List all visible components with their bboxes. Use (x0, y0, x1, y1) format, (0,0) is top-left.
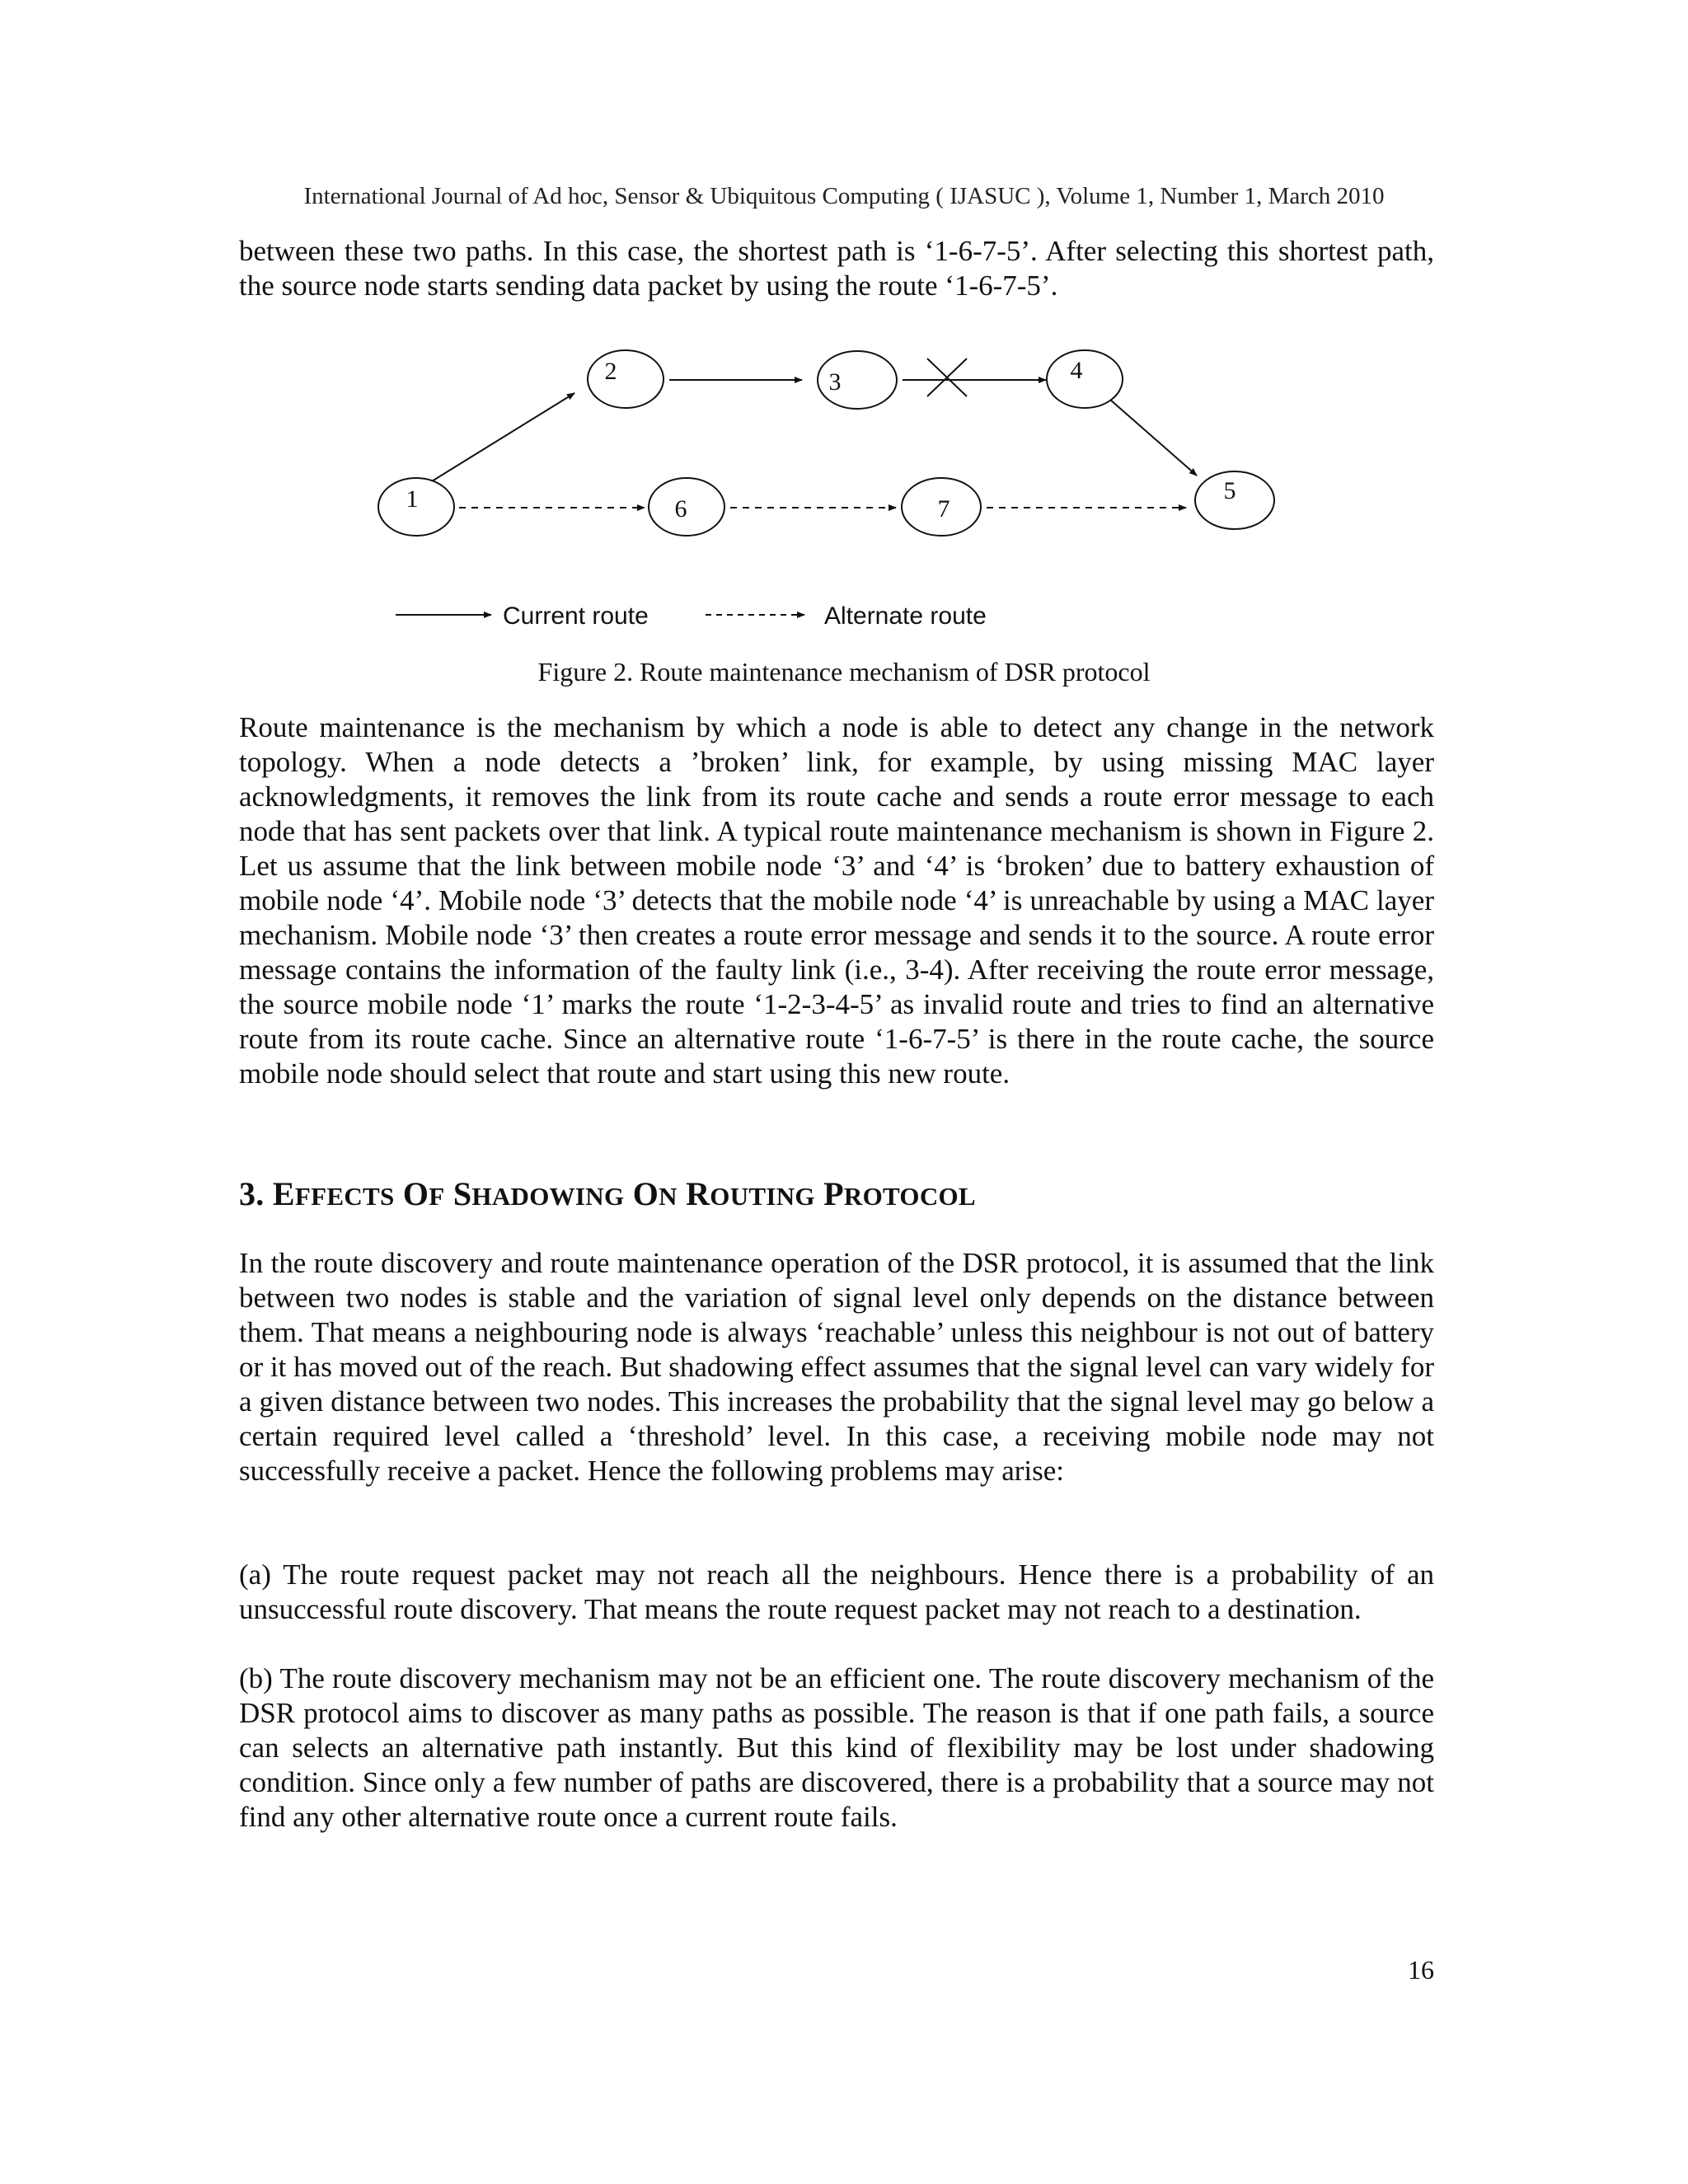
section-title-word: ON (632, 1175, 678, 1212)
node-2 (588, 350, 663, 408)
running-header: International Journal of Ad hoc, Sensor & Ubiquitous Computing ( IJASUC ), Volume 1, Number 1, March 2010 (303, 183, 1385, 209)
section-number: 3. (239, 1175, 265, 1212)
node-1 (378, 478, 454, 536)
route-diagram (363, 342, 1319, 647)
node-5 (1195, 471, 1274, 529)
section-title-word: OF (402, 1175, 445, 1212)
legend-alternate-route (706, 602, 987, 630)
section-title-word: ROUTING (686, 1175, 815, 1212)
svg-text:2: 2 (604, 358, 617, 385)
edge-4-5 (1110, 400, 1197, 476)
svg-text:4: 4 (1070, 357, 1083, 384)
section-heading (239, 1174, 976, 1213)
figure-caption: Figure 2. Route maintenance mechanism of DSR protocol (537, 657, 1151, 687)
svg-text:Alternate route: Alternate route (824, 602, 987, 630)
page-number: 16 (1408, 1955, 1434, 1985)
section-title-word: PROTOCOL (823, 1175, 976, 1212)
node-4 (1047, 350, 1123, 408)
node-3 (818, 351, 897, 409)
node-7 (902, 478, 981, 536)
paragraph-problem-b: (b) The route discovery mechanism may not be an efficient one. The route discovery mechanism of the DSR protocol aims to discover as many paths as possible. The reason is that if one path fails, a source can selects an alternative path instantly. But this kind of flexibility may be lost under shadowing condition. Since only a few number of paths are discovered, there is a probability that a source may not find any other alternative route once a current route fails. (239, 1662, 1434, 1833)
svg-text:5: 5 (1223, 477, 1236, 504)
paragraph-shadowing: In the route discovery and route maintenance operation of the DSR protocol, it is assumed that the link between two nodes is stable and the variation of signal level only depends on the distance between them. That means a neighbouring node is always ‘reachable’ unless this neighbour is not out of battery or it has moved out of the reach. But shadowing effect assumes that the signal level can vary widely for a given distance between two nodes. This increases the probability that the signal level may go below a certain required level called a ‘threshold’ level. In this case, a receiving mobile node may not successfully receive a packet. Hence the following problems may arise: (239, 1247, 1434, 1487)
section-title-word: EFFECTS (272, 1175, 395, 1212)
paragraph-intro: between these two paths. In this case, the shortest path is ‘1-6-7-5’. After selecting this shortest path, the source node starts sending data packet by using the route ‘1-6-7-5’. (239, 235, 1434, 302)
edge-1-2 (410, 393, 574, 494)
broken-link-cross-icon (927, 359, 967, 396)
svg-text:1: 1 (406, 485, 419, 513)
svg-text:Current route: Current route (503, 602, 649, 630)
svg-text:6: 6 (674, 495, 687, 523)
svg-text:7: 7 (937, 495, 950, 523)
svg-text:3: 3 (828, 368, 842, 396)
legend-current-route (396, 602, 649, 630)
paragraph-problem-a: (a) The route request packet may not reach all the neighbours. Hence there is a probability of an unsuccessful route discovery. That means the route request packet may not reach to a destination. (239, 1558, 1434, 1625)
paragraph-route-maintenance: Route maintenance is the mechanism by which a node is able to detect any change in the network topology. When a node detects a ’broken’ link, for example, by using missing MAC layer acknowledgments, it removes the link from its route cache and sends a route error message to each node that has sent packets over that link. A typical route maintenance mechanism is shown in Figure 2. Let us assume that the link between mobile node ‘3’ and ‘4’ is ‘broken’ due to battery exhaustion of mobile node ‘4’. Mobile node ‘3’ detects that the mobile node ‘4’ is unreachable by using a MAC layer mechanism. Mobile node ‘3’ then creates a route error message and sends it to the source. A route error message contains the information of the faulty link (i.e., 3-4). After receiving the route error message, the source mobile node ‘1’ marks the route ‘1-2-3-4-5’ as invalid route and tries to find an alternative route from its route cache. Since an alternative route ‘1-6-7-5’ is there in the route cache, the source mobile node should select that route and start using this new route. (239, 711, 1434, 1090)
node-6 (649, 478, 724, 536)
route-maintenance-figure (363, 342, 1319, 647)
section-title-word: SHADOWING (452, 1175, 625, 1212)
